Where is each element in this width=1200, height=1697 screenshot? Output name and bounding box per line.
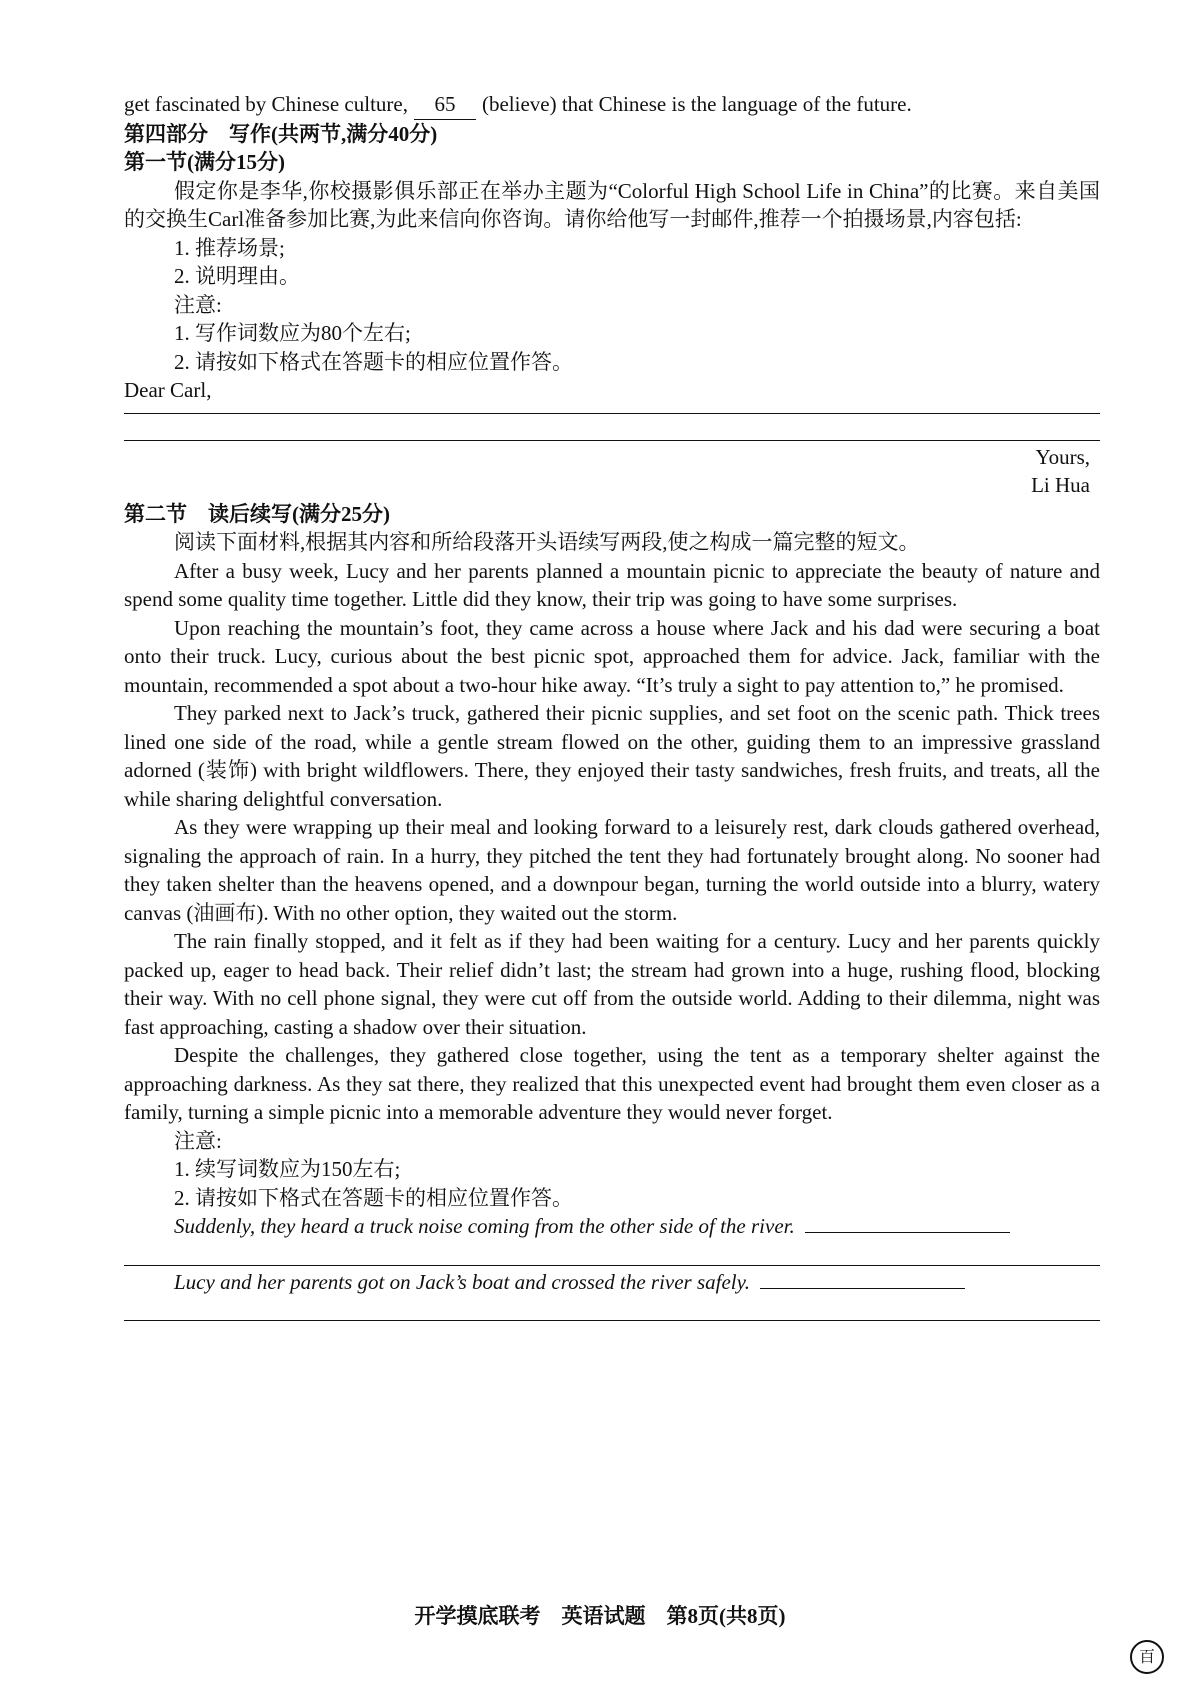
writing-line xyxy=(760,1288,965,1289)
writing-line xyxy=(124,1320,1100,1321)
paragraph-opener-1: Suddenly, they heard a truck noise coming from the other side of the river. xyxy=(124,1212,1100,1241)
writing-line xyxy=(805,1232,1010,1233)
part4-title: 第四部分 写作(共两节,满分40分) xyxy=(124,121,438,146)
corner-mark: 百 xyxy=(1130,1640,1164,1674)
note-label: 注意: xyxy=(174,292,222,317)
story-paragraph: The rain finally stopped, and it felt as if they had been waiting for a century. Lucy and her parents quickly packed up, eager to head back. Their relief didn’t last; the stream had grown into a huge, rushing flood, blocking their way. With no cell phone signal, they were cut off from the outside world. Adding to their dilemma, night was fast approaching, casting a shadow over their situation. xyxy=(124,929,1100,1039)
continuation-line: get fascinated by Chinese culture, 65 (believe) that Chinese is the language of the future. xyxy=(124,90,1100,120)
story-paragraph: Upon reaching the mountain’s foot, they came across a house where Jack and his dad were securing a boat onto their truck. Lucy, curious about the best picnic spot, approached them for advice. Jack, familiar with the mountain, recommended a spot about a two-hour hike away. “It’s truly a sight to pay attention to,” he promised. xyxy=(124,615,1100,697)
writing-line xyxy=(124,413,1100,414)
writing-line xyxy=(124,1265,1100,1266)
answer-blank-65: 65 xyxy=(414,90,476,120)
requirement-item: 2. 说明理由。 xyxy=(174,264,300,288)
note-item: 2. 请按如下格式在答题卡的相应位置作答。 xyxy=(174,349,573,374)
section2-title: 第二节 读后续写(满分25分) xyxy=(124,501,390,526)
writing-line xyxy=(124,440,1100,441)
story-paragraph: After a busy week, Lucy and her parents planned a mountain picnic to appreciate the beauty of nature and spend some quality time together. Little did they know, their trip was going to have some surprises. xyxy=(124,558,1100,611)
email-signature: Li Hua xyxy=(1031,473,1090,497)
requirement-item: 1. 推荐场景; xyxy=(174,235,285,260)
email-closing: Yours, xyxy=(1035,444,1090,469)
story-paragraph: As they were wrapping up their meal and looking forward to a leisurely rest, dark clouds gathered overhead, signaling the approach of rain. In a hurry, they pitched the tent they had fortunately brought along. No sooner had they taken shelter than the heavens opened, and a downpour began, turning the world outside into a blurry, watery canvas (油画布). With no other option, they waited out the storm. xyxy=(124,815,1100,925)
section1-prompt: 假定你是李华,你校摄影俱乐部正在举办主题为“Colorful High School Life in China”的比赛。来自美国的交换生Carl准备参加比赛,为此来信向你咨询。请你给他写一封邮件,推荐一个拍摄场景,内容包括: xyxy=(124,178,1100,231)
email-salutation: Dear Carl, xyxy=(124,378,212,402)
story-paragraph: They parked next to Jack’s truck, gathered their picnic supplies, and set foot on the scenic path. Thick trees lined one side of the road, while a gentle stream flowed on the other, guiding them to an impressive grassland adorned (装饰) with bright wildflowers. There, they enjoyed their tasty sandwiches, fresh fruits, and treats, all the while sharing delightful conversation. xyxy=(124,701,1100,811)
section2-instruction: 阅读下面材料,根据其内容和所给段落开头语续写两段,使之构成一篇完整的短文。 xyxy=(174,530,920,554)
note-item: 1. 续写词数应为150左右; xyxy=(174,1157,401,1181)
page-footer: 开学摸底联考 英语试题 第8页(共8页) xyxy=(414,1604,786,1628)
note-item: 1. 写作词数应为80个左右; xyxy=(174,321,411,345)
paragraph-opener-2: Lucy and her parents got on Jack’s boat and crossed the river safely. xyxy=(124,1268,1100,1297)
note-item: 2. 请按如下格式在答题卡的相应位置作答。 xyxy=(174,1185,573,1210)
section1-title: 第一节(满分15分) xyxy=(124,150,285,174)
story-paragraph: Despite the challenges, they gathered close together, using the tent as a temporary shelter against the approaching darkness. As they sat there, they realized that this unexpected event had brought them even closer as a family, turning a simple picnic into a memorable adventure they would never forget. xyxy=(124,1043,1100,1124)
note-label: 注意: xyxy=(174,1128,222,1153)
